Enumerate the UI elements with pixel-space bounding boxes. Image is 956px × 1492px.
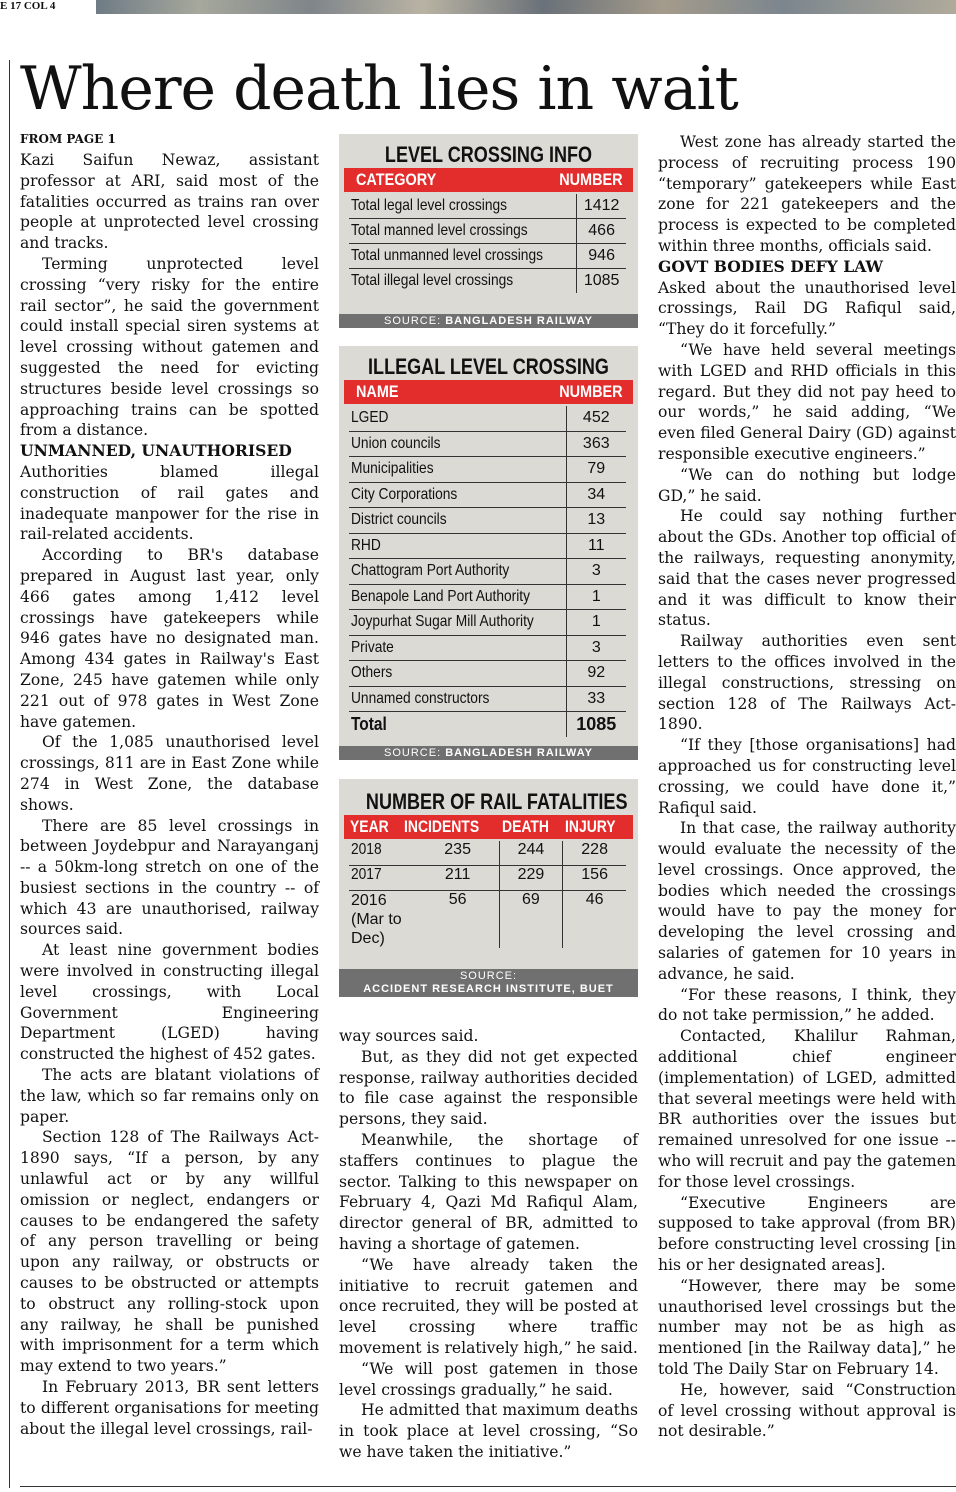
source-line xyxy=(339,969,638,997)
row-value: 3 xyxy=(566,559,626,585)
year-cell: 2018 xyxy=(351,841,382,858)
row-value: 33 xyxy=(566,686,626,712)
paragraph: “If they [those organisations] had approached us for constructing level crossing, we could have done it,” Rafiqul said. xyxy=(658,736,956,817)
paragraph: According to BR's database prepared in August last year, only 466 gates among 1,412 level crossings have gatekeepers while 946 gates have no designated man. Among 434 gates in Railway's East Zone, 245 have gatemen while only 221 out of 978 gates in West Zone have gatemen. xyxy=(20,546,319,731)
bottom-rule xyxy=(20,1486,956,1487)
header-number: NUMBER xyxy=(559,382,623,401)
source-label: SOURCE: xyxy=(459,970,518,982)
article-column-3 xyxy=(658,132,956,1442)
paragraph: “We have already taken the initiative to recruit gatemen and once recruited, they will be posted at level crossing where traffic movement is relatively high,” he said. xyxy=(339,1255,638,1357)
source-name: BANGLADESH RAILWAY xyxy=(445,315,593,327)
box-title: NUMBER OF RAIL FATALITIES xyxy=(365,789,628,814)
incidents-cell: 56 xyxy=(448,891,467,908)
subheading: UNMANNED, UNAUTHORISED xyxy=(20,441,292,461)
paragraph: Asked about the unauthorised level crossings, Rail DG Rafiqul said, “They do it forcefully.” xyxy=(658,278,956,339)
row-label: LGED xyxy=(351,409,389,427)
row-value: 13 xyxy=(566,508,626,534)
table-row xyxy=(349,559,626,585)
level-crossing-info-box xyxy=(339,134,638,328)
kicker: FROM PAGE 1 xyxy=(20,132,116,146)
paragraph: But, as they did not get expected response, railway authorities decided to file case against the responsible persons, they said. xyxy=(339,1047,638,1129)
row-label: District councils xyxy=(351,511,447,529)
article-column-2 xyxy=(339,1026,638,1463)
top-strip xyxy=(0,0,956,14)
row-value: 1 xyxy=(566,584,626,610)
left-column-rule xyxy=(9,60,10,1488)
paragraph: In February 2013, BR sent letters to different organisations for meeting about the illegal level crossings, rail- xyxy=(20,1378,319,1438)
top-photo-strip xyxy=(96,0,956,14)
paragraph: Terming unprotected level crossing “very risky for the entire rail sector”, he said the government could install special siren systems at level crossing without gatemen and suggested the need for evicting structures beside level crossings so approaching trains can be spotted from a distance. xyxy=(20,254,319,440)
row-label: Chattogram Port Authority xyxy=(351,562,510,580)
row-value: 1085 xyxy=(577,269,626,294)
row-label: Total manned level crossings xyxy=(351,222,528,239)
table-row xyxy=(349,269,626,294)
row-label: Unnamed constructors xyxy=(351,689,490,707)
paragraph: Of the 1,085 unauthorised level crossings, 811 are in East Zone while 274 in West Zone, the database shows. xyxy=(20,733,319,814)
header-number: NUMBER xyxy=(559,170,623,189)
row-label: Total illegal level crossings xyxy=(351,272,514,289)
paragraph: “We can do nothing but lodge GD,” he said. xyxy=(658,465,956,505)
row-value: 363 xyxy=(566,431,626,457)
table-row xyxy=(349,194,626,219)
row-value: 946 xyxy=(577,244,626,269)
incidents-cell: 211 xyxy=(417,866,499,891)
paragraph: Meanwhile, the shortage of staffers continues to plague the sector. Talking to this newspaper on February 4, Qazi Md Rafiqul Alam, director general of BR, admitted to having a shortage of gatemen. xyxy=(339,1130,638,1253)
table-row xyxy=(349,457,626,483)
paragraph: In that case, the railway authority would evaluate the necessity of the level crossings. Once approved, the bodies which needed the crossings would have to pay the money for developing the level crossing and salaries of gatemen for 10 years in advance, he said. xyxy=(658,819,956,983)
row-value: 34 xyxy=(566,482,626,508)
paragraph: “We have held several meetings with LGED and RHD officials in this regard. But they did not pay heed to our words,” he said adding, “We even filed General Dairy (GD) against responsible executive engineers.” xyxy=(658,340,956,463)
table-row xyxy=(349,610,626,636)
paragraph: “For these reasons, I think, they do not take permission,” he added. xyxy=(658,985,956,1025)
rail-fatalities-box xyxy=(339,779,638,997)
row-value: 1 xyxy=(566,610,626,636)
page-label: E 17 COL 4 xyxy=(0,0,59,13)
row-value: 3 xyxy=(566,635,626,661)
box-header xyxy=(344,380,633,404)
table-row xyxy=(349,533,626,559)
table-row xyxy=(349,406,626,431)
paragraph: There are 85 level crossings in between Joydebpur and Narayanganj -- a 50km-long stretch on one of the busiest sections in the country -- of which 43 are unauthorised, railway sources said. xyxy=(20,816,319,939)
article-column-1 xyxy=(20,132,319,1439)
illegal-level-crossing-box xyxy=(339,346,638,760)
subheading: GOVT BODIES DEFY LAW xyxy=(658,256,884,276)
row-label: Joypurhat Sugar Mill Authority xyxy=(351,613,534,631)
row-value: 92 xyxy=(566,661,626,687)
header-category: CATEGORY xyxy=(356,170,437,189)
row-label: Others xyxy=(351,664,393,682)
row-value: 79 xyxy=(566,457,626,483)
row-label: City Corporations xyxy=(351,485,458,503)
death-cell: 69 xyxy=(499,891,563,949)
source-label: SOURCE: xyxy=(384,747,442,759)
paragraph: “We will post gatemen in those level crossings gradually,” he said. xyxy=(339,1359,638,1399)
table-row xyxy=(349,635,626,661)
paragraph: The acts are blatant violations of the law, which so far remains only on paper. xyxy=(20,1066,319,1126)
row-value: 11 xyxy=(566,533,626,559)
header-incidents: INCIDENTS xyxy=(403,817,479,836)
paragraph: Kazi Saifun Newaz, assistant professor at ARI, said most of the fatalities occurred as trains ran over people at unprotected level crossing and tracks. xyxy=(20,151,319,253)
info-table xyxy=(349,194,626,293)
source-line xyxy=(339,314,638,328)
year-cell: 2017 xyxy=(351,866,382,883)
paragraph: way sources said. xyxy=(339,1027,479,1045)
table-row xyxy=(349,686,626,712)
row-label: Total xyxy=(351,713,387,734)
source-name: BANGLADESH RAILWAY xyxy=(445,747,593,759)
injury-cell: 156 xyxy=(563,866,626,891)
paragraph: “Executive Engineers are supposed to take approval (from BR) before constructing level crossing [in his or her designated areas]. xyxy=(658,1193,956,1275)
row-label: Benapole Land Port Authority xyxy=(351,587,531,605)
table-row xyxy=(349,841,626,866)
paragraph: At least nine government bodies were involved in constructing illegal level crossings, with Local Government Engineering Department (LGED) having constructed the highest of 452 gates. xyxy=(20,941,319,1064)
row-value: 452 xyxy=(566,406,626,431)
table-row xyxy=(349,244,626,269)
table-row xyxy=(349,891,626,949)
row-value: 1085 xyxy=(566,712,626,737)
source-label: SOURCE: xyxy=(384,315,442,327)
paragraph: Railway authorities even sent letters to the offices involved in the illegal constructions, stressing on section 128 of The Railways Act-1890. xyxy=(658,632,956,734)
row-label: Total legal level crossings xyxy=(351,197,508,214)
box-title: LEVEL CROSSING INFO xyxy=(384,142,593,167)
table-row xyxy=(349,431,626,457)
paragraph: He could say nothing further about the GDs. Another top official of the railways, requesting anonymity, said that the cases never progressed and it was difficult to know their status. xyxy=(658,507,956,630)
paragraph: “However, there may be some unauthorised level crossings but the number may not be as high as mentioned [in the Railway data],” he told The Daily Star on February 14. xyxy=(658,1276,956,1379)
source-name: ACCIDENT RESEARCH INSTITUTE, BUET xyxy=(363,983,614,995)
death-cell: 229 xyxy=(499,866,563,891)
injury-cell: 228 xyxy=(563,841,626,866)
box-header xyxy=(344,168,633,192)
headline: Where death lies in wait xyxy=(20,54,738,124)
box-title: ILLEGAL LEVEL CROSSING xyxy=(368,354,609,379)
illegal-table xyxy=(349,406,626,737)
year-cell: 2016 (Mar to Dec) xyxy=(351,892,402,947)
paragraph: Section 128 of The Railways Act-1890 says, “If a person, by any unlawful act or by any willful omission or neglect, endangers or causes to be endangered the safety of any person travelling or being upon any railway, or obstructs or causes to be obstructed or attempts to obstruct any rolling-stock upon any railway, he shall be punished with imprisonment for a term which may extend to two years.” xyxy=(20,1128,319,1376)
total-row xyxy=(349,712,626,737)
paragraph: West zone has already started the process of recruiting process 190 “temporary” gatekeepers while East zone for 221 gatekeepers and the process is expected to be completed within three months, officials said. xyxy=(658,133,956,255)
source-line xyxy=(339,746,638,760)
box-header xyxy=(344,815,633,839)
table-row xyxy=(349,866,626,891)
row-label: Municipalities xyxy=(351,460,434,478)
header-year: YEAR xyxy=(350,817,389,836)
death-cell: 244 xyxy=(499,841,563,866)
row-label: Union councils xyxy=(351,434,441,452)
injury-cell: 46 xyxy=(563,891,626,949)
table-row xyxy=(349,482,626,508)
row-label: Private xyxy=(351,638,394,656)
fatalities-table xyxy=(349,841,626,948)
header-name: NAME xyxy=(356,382,399,401)
paragraph: He, however, said “Construction of level crossing without approval is not desirable.” xyxy=(658,1380,956,1441)
header-injury: INJURY xyxy=(565,817,616,836)
header-death: DEATH xyxy=(501,817,549,836)
table-row xyxy=(349,219,626,244)
table-row xyxy=(349,508,626,534)
row-value: 1412 xyxy=(577,194,626,219)
table-row xyxy=(349,661,626,687)
table-row xyxy=(349,584,626,610)
paragraph: He admitted that maximum deaths in took place at level crossing, “So we have taken the initiative.” xyxy=(339,1401,638,1461)
paragraph: Contacted, Khalilur Rahman, additional chief engineer (implementation) of LGED, admitted that several meetings were held with BR authorities over the issues but remained unresolved for one issue -- who will recruit and pay the gatemen for those level crossings. xyxy=(658,1027,956,1191)
paragraph: Authorities blamed illegal construction of rail gates and inadequate manpower for the rise in rail-related accidents. xyxy=(20,462,319,544)
row-label: RHD xyxy=(351,536,381,554)
incidents-cell: 235 xyxy=(417,841,499,866)
row-label: Total unmanned level crossings xyxy=(351,247,543,264)
row-value: 466 xyxy=(577,219,626,244)
